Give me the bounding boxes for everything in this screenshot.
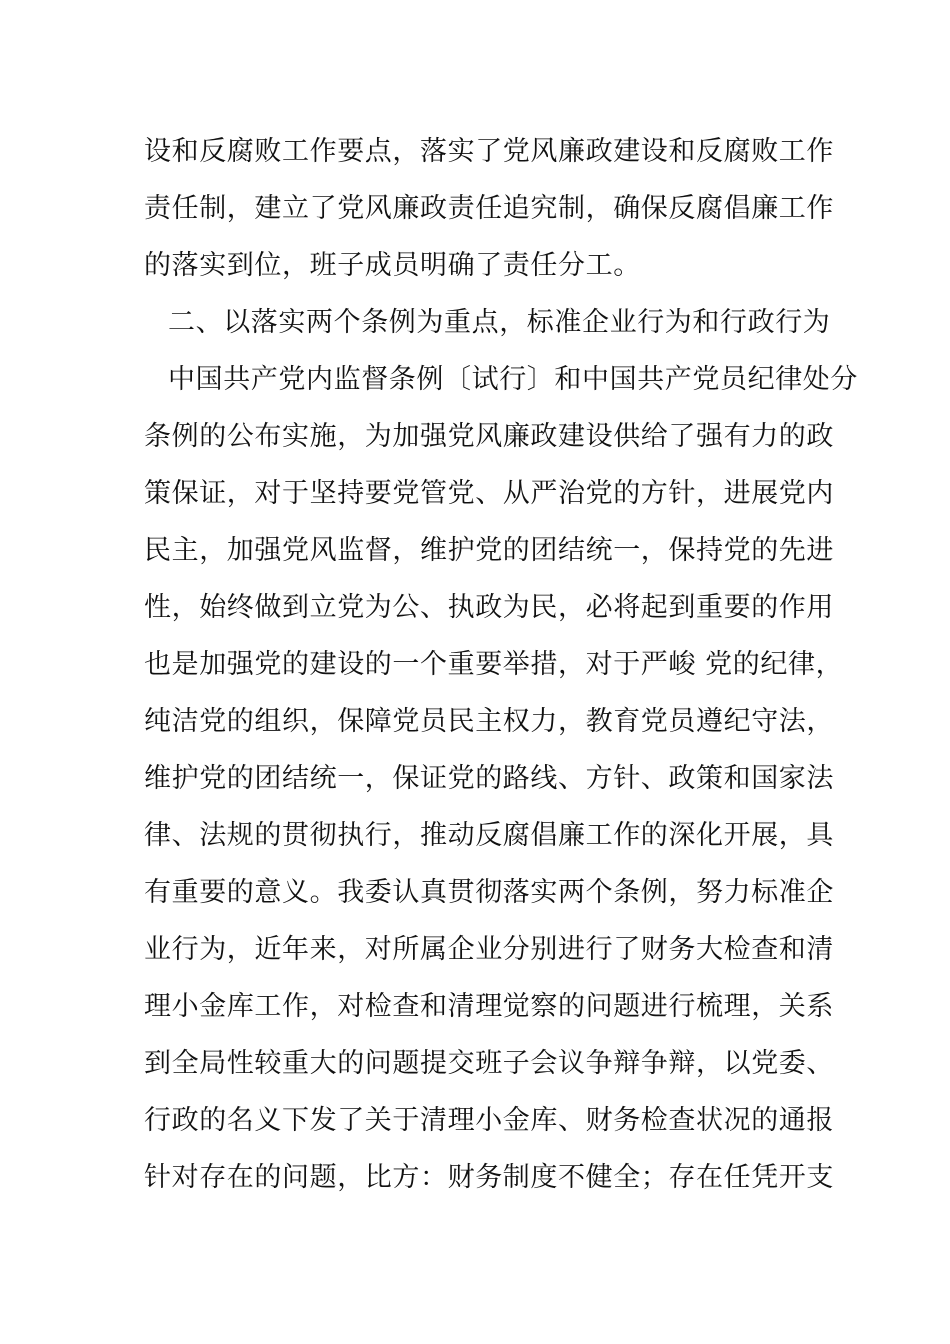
text-line: 纯洁党的组织，保障党员民主权力，教育党员遵纪守法， [144,706,834,737]
text-line: 行政的名义下发了关于清理小金库、财务检查状况的通报 [144,1105,834,1136]
text-line: 到全局性较重大的问题提交班子会议争辩争辩，以党委、 [144,1048,834,1079]
text-line: 维护党的团结统一，保证党的路线、方针、政策和国家法 [144,763,834,794]
text-line: 有重要的意义。我委认真贯彻落实两个条例，努力标准企 [144,877,834,908]
text-line: 条例的公布实施，为加强党风廉政建设供给了强有力的政 [144,421,834,452]
text-line: 的落实到位，班子成员明确了责任分工。 [144,250,641,281]
text-line: 策保证，对于坚持要党管党、从严治党的方针，进展党内 [144,478,834,509]
text-line: 律、法规的贯彻执行，推动反腐倡廉工作的深化开展，具 [144,820,834,851]
text-line: 业行为，近年来，对所属企业分别进行了财务大检查和清 [144,934,834,965]
text-line: 性，始终做到立党为公、执政为民，必将起到重要的作用 [144,592,834,623]
text-line: 责任制，建立了党风廉政责任追究制，确保反腐倡廉工作 [144,193,834,224]
text-line: 针对存在的问题，比方：财务制度不健全；存在任凭开支 [144,1162,834,1193]
text-line: 民主，加强党风监督，维护党的团结统一，保持党的先进 [144,535,834,566]
text-line: 理小金库工作，对检查和清理觉察的问题进行梳理，关系 [144,991,834,1022]
section-heading: 二、以落实两个条例为重点，标准企业行为和行政行为 [168,307,831,338]
text-line: 中国共产党内监督条例〔试行〕和中国共产党员纪律处分 [168,364,858,395]
text-line: 也是加强党的建设的一个重要举措，对于严峻 党的纪律， [144,649,844,680]
text-line: 设和反腐败工作要点，落实了党风廉政建设和反腐败工作 [144,136,834,167]
